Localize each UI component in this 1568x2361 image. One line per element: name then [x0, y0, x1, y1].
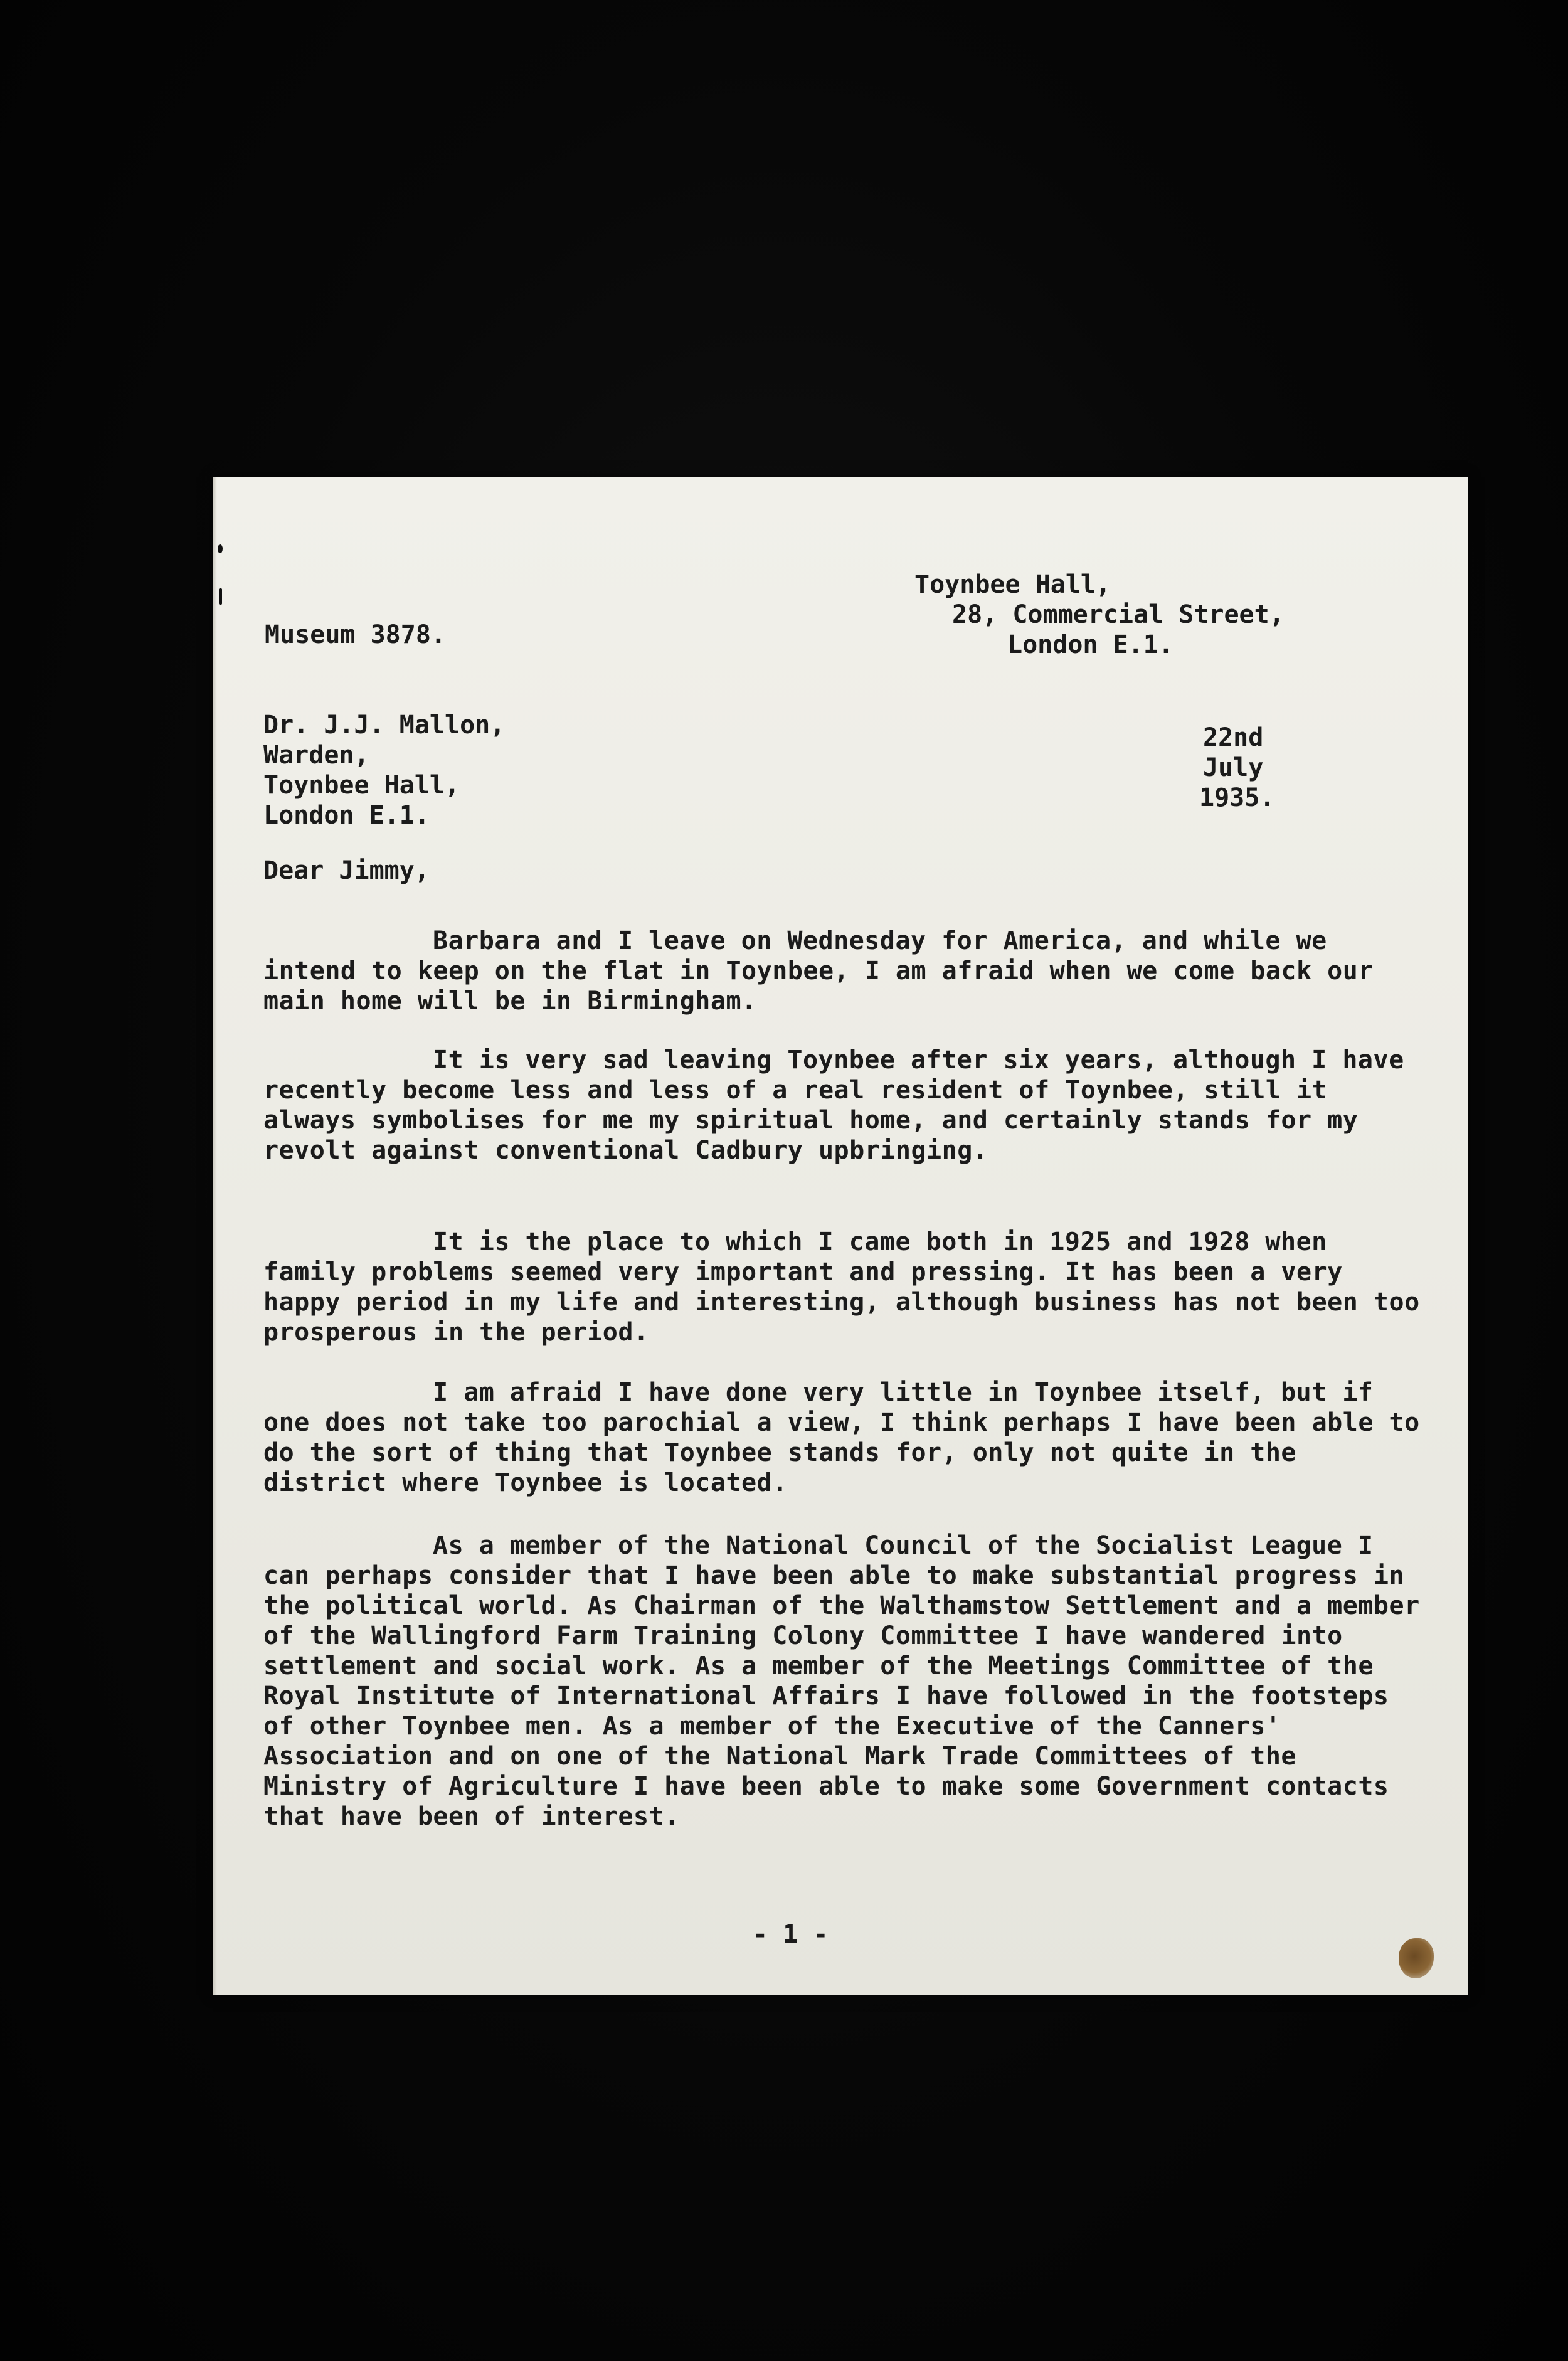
body-paragraph-1: Barbara and I leave on Wednesday for America, and while we intend to keep on the flat in Toynbee, I am afraid when we come back our main home will be in Birmingham.	[263, 926, 1374, 1016]
body-paragraph-3: It is the place to which I came both in 1925 and 1928 when family problems seemed very important and pressing. It has been a very happy period in my life and interesting, although business has not been too prosperous in the period.	[263, 1228, 1420, 1347]
recipient-line-2: Warden,	[263, 741, 369, 770]
pin-mark	[218, 544, 223, 553]
recipient-line-1: Dr. J.J. Mallon,	[263, 711, 506, 740]
body-paragraph-2: It is very sad leaving Toynbee after six years, although I have recently become less and less of a real resident of Toynbee, still it always symbolises for me my spiritual home, and certainly stands for my revolt against conventional Cadbury upbringing.	[263, 1046, 1404, 1165]
telephone-number: Museum 3878.	[265, 620, 446, 649]
recipient-line-4: London E.1.	[263, 801, 430, 830]
sender-address-line-3: London E.1.	[1007, 630, 1173, 659]
date-month: July	[1203, 753, 1264, 782]
recipient-line-3: Toynbee Hall,	[263, 771, 460, 800]
pin-mark	[219, 588, 222, 605]
page-edge-shadow	[213, 477, 217, 1995]
date-day: 22nd	[1203, 723, 1264, 752]
body-paragraph-4: I am afraid I have done very little in Toynbee itself, but if one does not take too parochial a view, I think perhaps I have been able to do the sort of thing that Toynbee stands for, only not quite in the district where Toynbee is located.	[263, 1378, 1420, 1497]
letter-page	[213, 477, 1468, 1995]
page-number: - 1 -	[753, 1920, 829, 1949]
sender-address-line-1: Toynbee Hall,	[914, 570, 1111, 599]
body-paragraph-5: As a member of the National Council of the Socialist League I can perhaps consider that I have been able to make substantial progress in the political world. As Chairman of the Walthamstow Settlement and a member of the Wallingford Farm Training Colony Committee I have wandered into settlement and social work. As a member of the Meetings Committee of the Royal Institute of International Affairs I have followed in the footsteps of other Toynbee men. As a member of the Executive of the Canners' Association and on one of the National Mark Trade Committees of the Ministry of Agriculture I have been able to make some Government contacts that have been of interest.	[263, 1531, 1420, 1831]
stain-mark	[1399, 1938, 1434, 1978]
sender-address-line-2: 28, Commercial Street,	[952, 600, 1285, 629]
salutation: Dear Jimmy,	[263, 856, 430, 885]
date-year: 1935.	[1199, 783, 1275, 812]
